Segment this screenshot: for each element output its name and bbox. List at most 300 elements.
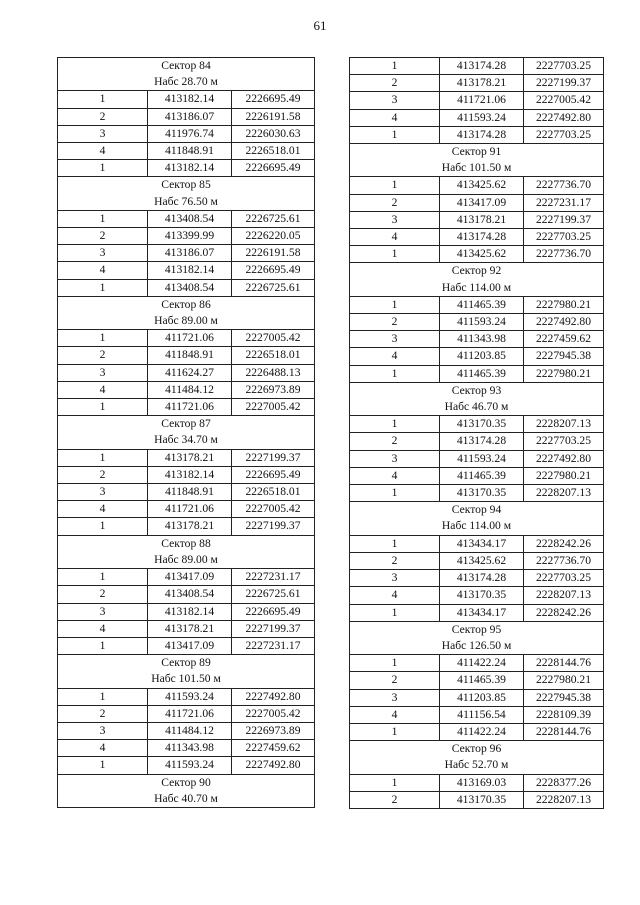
- point-number: 1: [58, 91, 148, 108]
- point-number: 2: [58, 586, 148, 603]
- coord-x: 413182.14: [148, 91, 232, 108]
- coord-x: 413434.17: [440, 604, 524, 621]
- coord-y: 2226695.49: [232, 466, 315, 483]
- coord-y: 2226518.01: [232, 347, 315, 364]
- coordinate-row: [58, 347, 315, 364]
- coord-x: 411343.98: [440, 331, 524, 348]
- coordinate-row: [350, 535, 604, 552]
- coord-x: 411848.91: [148, 143, 232, 160]
- sector-title-row: [58, 58, 315, 75]
- sector-height-row: [350, 757, 604, 774]
- coord-x: 413434.17: [440, 535, 524, 552]
- coord-y: 2227005.42: [232, 501, 315, 518]
- coordinate-row: [58, 91, 315, 108]
- sector-height: Набс 46.70 м: [350, 399, 604, 416]
- coord-y: 2227703.25: [524, 58, 604, 75]
- coordinate-row: [58, 569, 315, 586]
- coord-x: 411484.12: [148, 381, 232, 398]
- sector-height-row: [350, 518, 604, 535]
- coord-x: 411721.06: [148, 330, 232, 347]
- coord-y: 2226191.58: [232, 245, 315, 262]
- coordinate-row: [58, 501, 315, 518]
- coord-y: 2227703.25: [524, 229, 604, 246]
- coord-y: 2227703.25: [524, 570, 604, 587]
- coordinate-row: [350, 194, 604, 211]
- coord-y: 2227736.70: [524, 177, 604, 194]
- coord-y: 2228207.13: [524, 587, 604, 604]
- point-number: 1: [350, 485, 440, 502]
- coord-y: 2226973.89: [232, 722, 315, 739]
- sector-height: Набс 34.70 м: [58, 432, 315, 449]
- coordinate-row: [350, 416, 604, 433]
- coord-x: 413178.21: [440, 75, 524, 92]
- coord-x: 411721.06: [440, 92, 524, 109]
- point-number: 4: [350, 109, 440, 126]
- coord-y: 2227980.21: [524, 296, 604, 313]
- point-number: 3: [350, 331, 440, 348]
- coord-y: 2227231.17: [524, 194, 604, 211]
- coord-y: 2226725.61: [232, 586, 315, 603]
- point-number: 1: [58, 449, 148, 466]
- sector-title-row: [58, 774, 315, 791]
- coord-y: 2226191.58: [232, 108, 315, 125]
- sector-title-row: [350, 263, 604, 280]
- coord-x: 413170.35: [440, 791, 524, 808]
- coord-x: 411343.98: [148, 740, 232, 757]
- coordinate-row: [58, 160, 315, 177]
- coord-x: 413408.54: [148, 210, 232, 227]
- point-number: 3: [58, 245, 148, 262]
- coord-x: 413178.21: [440, 211, 524, 228]
- coordinate-row: [350, 723, 604, 740]
- coord-x: 411484.12: [148, 722, 232, 739]
- coord-y: 2227945.38: [524, 348, 604, 365]
- coordinate-row: [58, 620, 315, 637]
- coord-y: 2228242.26: [524, 604, 604, 621]
- coordinate-row: [58, 484, 315, 501]
- sector-height-row: [350, 280, 604, 297]
- coordinate-row: [350, 450, 604, 467]
- coord-x: 413408.54: [148, 586, 232, 603]
- point-number: 1: [58, 160, 148, 177]
- coordinate-row: [350, 467, 604, 484]
- point-number: 3: [58, 722, 148, 739]
- point-number: 2: [58, 705, 148, 722]
- coordinate-row: [350, 229, 604, 246]
- sector-height: Набс 101.50 м: [58, 671, 315, 688]
- coord-x: 413186.07: [148, 245, 232, 262]
- coord-y: 2228207.13: [524, 485, 604, 502]
- coordinate-row: [58, 108, 315, 125]
- coord-x: 411465.39: [440, 296, 524, 313]
- point-number: 1: [350, 58, 440, 75]
- sector-height-row: [58, 432, 315, 449]
- sector-title-row: [58, 296, 315, 313]
- coordinate-row: [350, 706, 604, 723]
- coord-x: 413408.54: [148, 279, 232, 296]
- sector-height-row: [350, 399, 604, 416]
- point-number: 4: [350, 348, 440, 365]
- sector-height: Набс 28.70 м: [58, 74, 315, 91]
- point-number: 4: [58, 381, 148, 398]
- point-number: 3: [58, 484, 148, 501]
- coord-x: 411593.24: [148, 688, 232, 705]
- coord-y: 2228207.13: [524, 791, 604, 808]
- coord-y: 2226030.63: [232, 125, 315, 142]
- coordinate-row: [58, 637, 315, 654]
- point-number: 1: [350, 535, 440, 552]
- point-number: 1: [350, 296, 440, 313]
- coord-y: 2226695.49: [232, 91, 315, 108]
- sector-title-row: [58, 655, 315, 672]
- coord-y: 2227492.80: [524, 314, 604, 331]
- sector-title: Сектор 89: [58, 655, 315, 672]
- point-number: 2: [350, 433, 440, 450]
- point-number: 2: [58, 108, 148, 125]
- coord-x: 413174.28: [440, 229, 524, 246]
- coordinate-row: [350, 485, 604, 502]
- coord-y: 2227736.70: [524, 552, 604, 569]
- point-number: 2: [350, 314, 440, 331]
- coordinate-row: [58, 125, 315, 142]
- coord-x: 411624.27: [148, 364, 232, 381]
- point-number: 1: [58, 518, 148, 535]
- coord-x: 411465.39: [440, 672, 524, 689]
- sector-title-row: [350, 382, 604, 399]
- point-number: 1: [58, 399, 148, 416]
- coord-y: 2226695.49: [232, 603, 315, 620]
- coord-x: 413186.07: [148, 108, 232, 125]
- point-number: 3: [58, 364, 148, 381]
- point-number: 1: [350, 177, 440, 194]
- coord-x: 411976.74: [148, 125, 232, 142]
- coord-y: 2226488.13: [232, 364, 315, 381]
- coord-x: 413178.21: [148, 518, 232, 535]
- coord-y: 2227231.17: [232, 569, 315, 586]
- point-number: 4: [350, 229, 440, 246]
- coord-y: 2227980.21: [524, 467, 604, 484]
- sector-height: Набс 52.70 м: [350, 757, 604, 774]
- coordinate-row: [58, 228, 315, 245]
- coordinate-row: [58, 364, 315, 381]
- coord-y: 2227945.38: [524, 689, 604, 706]
- coord-y: 2227005.42: [232, 399, 315, 416]
- sector-height-row: [58, 313, 315, 330]
- sector-title: Сектор 92: [350, 263, 604, 280]
- coord-x: 413417.09: [148, 569, 232, 586]
- sector-height: Набс 40.70 м: [58, 791, 315, 808]
- coordinate-row: [350, 655, 604, 672]
- coord-x: 413178.21: [148, 620, 232, 637]
- sector-title: Сектор 85: [58, 177, 315, 194]
- coordinate-row: [58, 449, 315, 466]
- sector-table-left: [57, 57, 315, 808]
- point-number: 2: [58, 347, 148, 364]
- coord-x: 413425.62: [440, 177, 524, 194]
- coord-x: 411465.39: [440, 365, 524, 382]
- point-number: 4: [58, 143, 148, 160]
- coord-y: 2227199.37: [524, 211, 604, 228]
- point-number: 1: [350, 246, 440, 263]
- coord-y: 2227980.21: [524, 365, 604, 382]
- coordinate-row: [58, 518, 315, 535]
- coord-y: 2227492.80: [232, 757, 315, 774]
- coordinate-row: [350, 774, 604, 791]
- point-number: 1: [350, 655, 440, 672]
- point-number: 1: [58, 330, 148, 347]
- point-number: 2: [350, 75, 440, 92]
- coord-x: 411156.54: [440, 706, 524, 723]
- point-number: 2: [350, 552, 440, 569]
- coord-y: 2227492.80: [232, 688, 315, 705]
- point-number: 4: [350, 467, 440, 484]
- sector-height-row: [58, 74, 315, 91]
- coordinate-row: [350, 126, 604, 143]
- sector-height: Набс 76.50 м: [58, 194, 315, 211]
- point-number: 3: [58, 125, 148, 142]
- coord-x: 413174.28: [440, 58, 524, 75]
- coord-y: 2227980.21: [524, 672, 604, 689]
- coordinate-row: [350, 177, 604, 194]
- coord-x: 411721.06: [148, 705, 232, 722]
- sector-title: Сектор 86: [58, 296, 315, 313]
- sector-title-row: [350, 502, 604, 519]
- coordinate-row: [350, 296, 604, 313]
- sector-height-row: [350, 160, 604, 177]
- coord-y: 2227459.62: [524, 331, 604, 348]
- sector-title-row: [58, 177, 315, 194]
- sector-height-row: [58, 194, 315, 211]
- coordinate-row: [58, 245, 315, 262]
- coord-y: 2228144.76: [524, 723, 604, 740]
- point-number: 2: [350, 672, 440, 689]
- coord-y: 2226695.49: [232, 160, 315, 177]
- coord-x: 411593.24: [148, 757, 232, 774]
- sector-title: Сектор 93: [350, 382, 604, 399]
- sector-height-row: [58, 671, 315, 688]
- point-number: 2: [350, 791, 440, 808]
- coordinate-row: [58, 722, 315, 739]
- coordinate-row: [58, 586, 315, 603]
- point-number: 3: [350, 92, 440, 109]
- point-number: 1: [350, 723, 440, 740]
- coord-x: 411593.24: [440, 109, 524, 126]
- coordinate-row: [58, 603, 315, 620]
- point-number: 3: [350, 211, 440, 228]
- coordinate-row: [350, 689, 604, 706]
- coord-x: 411593.24: [440, 450, 524, 467]
- coord-x: 411203.85: [440, 689, 524, 706]
- coordinate-row: [350, 587, 604, 604]
- coord-x: 411721.06: [148, 399, 232, 416]
- coord-y: 2227231.17: [232, 637, 315, 654]
- coordinate-row: [350, 433, 604, 450]
- coordinate-row: [350, 314, 604, 331]
- coordinate-row: [350, 604, 604, 621]
- sector-title: Сектор 87: [58, 416, 315, 433]
- coordinate-row: [350, 672, 604, 689]
- coord-x: 413170.35: [440, 587, 524, 604]
- coord-y: 2227199.37: [524, 75, 604, 92]
- coord-y: 2228144.76: [524, 655, 604, 672]
- coordinate-row: [58, 399, 315, 416]
- coord-x: 411465.39: [440, 467, 524, 484]
- coord-y: 2226695.49: [232, 262, 315, 279]
- coord-x: 411422.24: [440, 723, 524, 740]
- point-number: 3: [350, 450, 440, 467]
- coordinate-row: [350, 791, 604, 808]
- sector-title-row: [350, 144, 604, 161]
- point-number: 4: [58, 262, 148, 279]
- coord-x: 413417.09: [148, 637, 232, 654]
- coordinate-row: [350, 331, 604, 348]
- point-number: 4: [350, 706, 440, 723]
- coordinate-row: [58, 466, 315, 483]
- point-number: 1: [350, 365, 440, 382]
- point-number: 2: [58, 466, 148, 483]
- point-number: 1: [58, 569, 148, 586]
- coordinate-row: [58, 740, 315, 757]
- coordinate-row: [58, 330, 315, 347]
- point-number: 1: [350, 416, 440, 433]
- coordinate-row: [350, 365, 604, 382]
- point-number: 3: [350, 689, 440, 706]
- coord-x: 413399.99: [148, 228, 232, 245]
- coordinate-row: [350, 92, 604, 109]
- sector-title: Сектор 96: [350, 741, 604, 758]
- sector-title: Сектор 88: [58, 535, 315, 552]
- coord-x: 413182.14: [148, 262, 232, 279]
- point-number: 1: [350, 774, 440, 791]
- coord-y: 2227005.42: [232, 705, 315, 722]
- coord-x: 411721.06: [148, 501, 232, 518]
- coord-y: 2227199.37: [232, 518, 315, 535]
- sector-height: Набс 126.50 м: [350, 638, 604, 655]
- point-number: 2: [350, 194, 440, 211]
- coord-y: 2227492.80: [524, 109, 604, 126]
- coordinate-row: [58, 688, 315, 705]
- coord-y: 2227459.62: [232, 740, 315, 757]
- coord-x: 413174.28: [440, 126, 524, 143]
- coord-y: 2228242.26: [524, 535, 604, 552]
- point-number: 4: [350, 587, 440, 604]
- coordinate-row: [350, 75, 604, 92]
- coord-x: 413425.62: [440, 246, 524, 263]
- coordinate-row: [350, 211, 604, 228]
- coordinate-row: [58, 262, 315, 279]
- coord-y: 2228377.26: [524, 774, 604, 791]
- point-number: 1: [58, 688, 148, 705]
- point-number: 1: [350, 126, 440, 143]
- point-number: 2: [58, 228, 148, 245]
- coord-x: 413182.14: [148, 160, 232, 177]
- sector-title: Сектор 91: [350, 144, 604, 161]
- coord-y: 2226973.89: [232, 381, 315, 398]
- coord-x: 413169.03: [440, 774, 524, 791]
- sector-title: Сектор 90: [58, 774, 315, 791]
- coord-y: 2226725.61: [232, 210, 315, 227]
- point-number: 4: [58, 501, 148, 518]
- sector-title: Сектор 95: [350, 621, 604, 638]
- coord-y: 2227005.42: [232, 330, 315, 347]
- sector-height: Набс 89.00 м: [58, 313, 315, 330]
- page-number: 61: [313, 18, 327, 33]
- coordinate-row: [350, 570, 604, 587]
- coord-x: 413417.09: [440, 194, 524, 211]
- coord-x: 413182.14: [148, 603, 232, 620]
- coord-x: 411422.24: [440, 655, 524, 672]
- sector-title-row: [58, 416, 315, 433]
- coord-x: 413174.28: [440, 570, 524, 587]
- coord-y: 2226220.05: [232, 228, 315, 245]
- point-number: 3: [58, 603, 148, 620]
- sector-table-right: [349, 57, 604, 809]
- coord-y: 2226518.01: [232, 143, 315, 160]
- coord-x: 411203.85: [440, 348, 524, 365]
- coord-y: 2227703.25: [524, 433, 604, 450]
- coordinate-row: [58, 757, 315, 774]
- coord-y: 2227492.80: [524, 450, 604, 467]
- point-number: 1: [58, 279, 148, 296]
- coord-y: 2227005.42: [524, 92, 604, 109]
- point-number: 1: [350, 604, 440, 621]
- point-number: 3: [350, 570, 440, 587]
- coord-y: 2227199.37: [232, 620, 315, 637]
- coordinate-row: [350, 348, 604, 365]
- coord-x: 413182.14: [148, 466, 232, 483]
- sector-height: Набс 101.50 м: [350, 160, 604, 177]
- point-number: 1: [58, 757, 148, 774]
- coordinate-row: [58, 705, 315, 722]
- coordinate-row: [58, 143, 315, 160]
- point-number: 4: [58, 620, 148, 637]
- coord-x: 413174.28: [440, 433, 524, 450]
- coord-x: 411848.91: [148, 484, 232, 501]
- coordinate-row: [58, 210, 315, 227]
- coord-y: 2226725.61: [232, 279, 315, 296]
- sector-height: Набс 114.00 м: [350, 518, 604, 535]
- coordinate-row: [350, 109, 604, 126]
- sector-title-row: [350, 621, 604, 638]
- sector-height-row: [58, 791, 315, 808]
- coord-x: 413170.35: [440, 485, 524, 502]
- point-number: 1: [58, 637, 148, 654]
- sector-height: Набс 89.00 м: [58, 552, 315, 569]
- sector-title-row: [350, 741, 604, 758]
- coord-x: 411848.91: [148, 347, 232, 364]
- sector-title: Сектор 84: [58, 58, 315, 75]
- point-number: 4: [58, 740, 148, 757]
- sector-height-row: [58, 552, 315, 569]
- coord-x: 411593.24: [440, 314, 524, 331]
- point-number: 1: [58, 210, 148, 227]
- coordinate-row: [350, 552, 604, 569]
- coord-x: 413178.21: [148, 449, 232, 466]
- coord-y: 2227199.37: [232, 449, 315, 466]
- coordinate-row: [350, 246, 604, 263]
- coordinate-row: [58, 381, 315, 398]
- coord-y: 2226518.01: [232, 484, 315, 501]
- coord-y: 2227703.25: [524, 126, 604, 143]
- sector-title: Сектор 94: [350, 502, 604, 519]
- sector-height-row: [350, 638, 604, 655]
- coord-y: 2228207.13: [524, 416, 604, 433]
- coord-x: 413170.35: [440, 416, 524, 433]
- coordinate-row: [350, 58, 604, 75]
- coordinate-row: [58, 279, 315, 296]
- sector-height: Набс 114.00 м: [350, 280, 604, 297]
- coord-y: 2227736.70: [524, 246, 604, 263]
